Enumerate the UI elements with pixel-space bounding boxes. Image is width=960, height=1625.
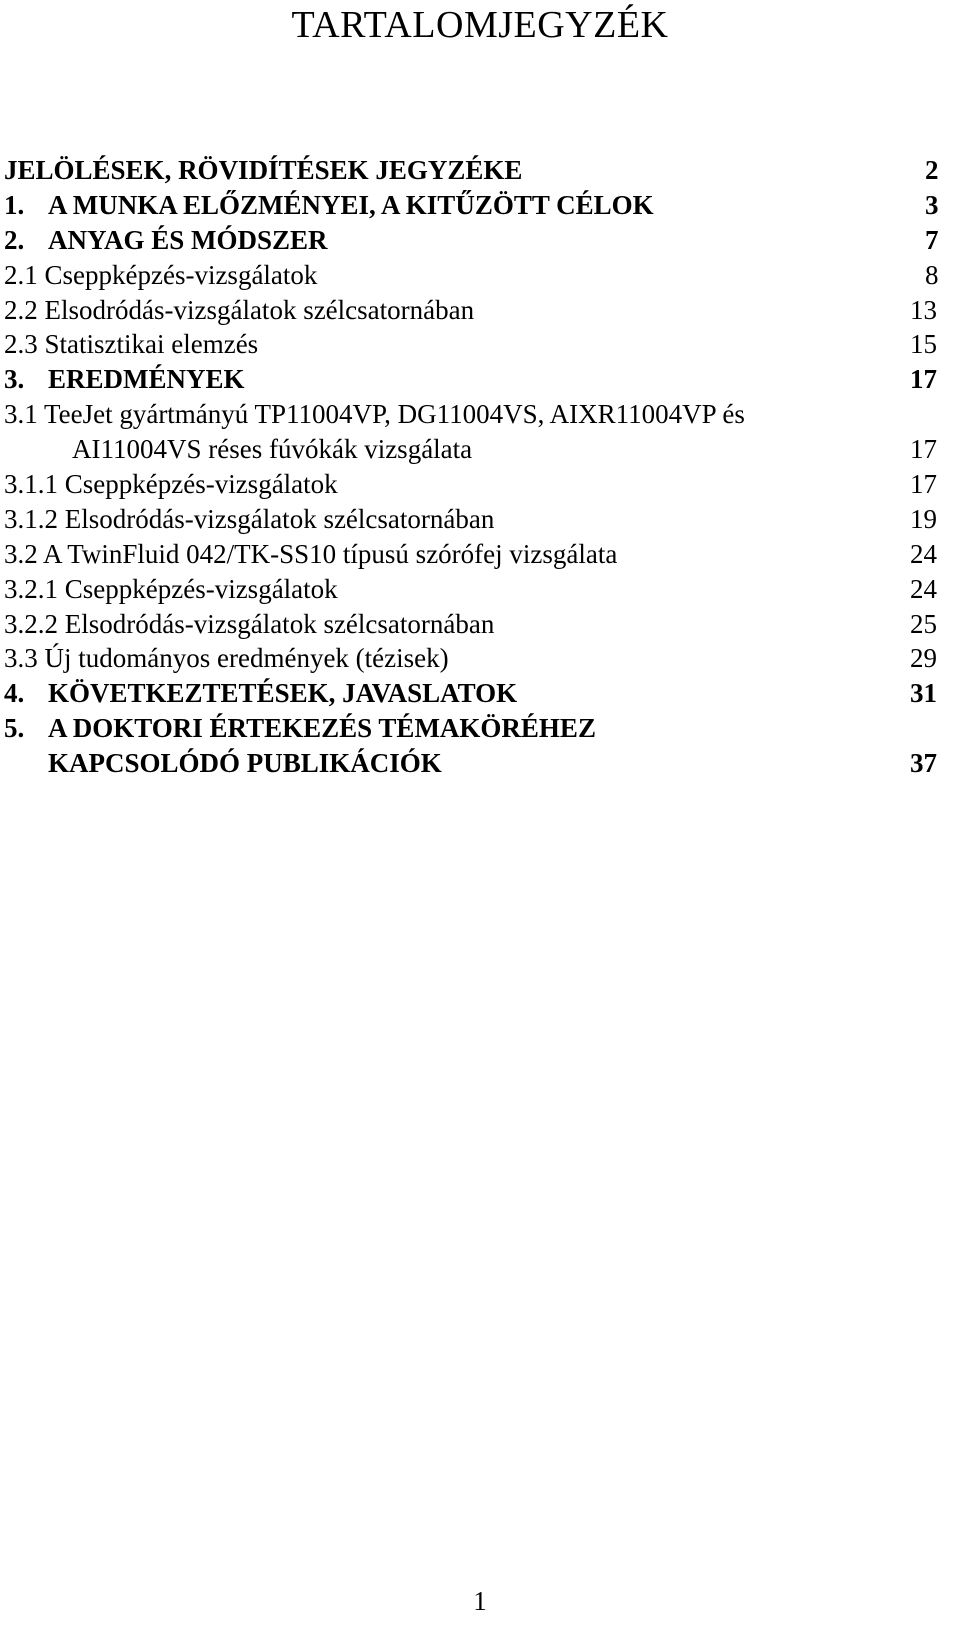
table-of-contents [0, 153, 960, 781]
toc-entry-text: 3.2 A TwinFluid 042/TK-SS10 típusú szórófej vizsgálata [4, 538, 618, 569]
toc-entry-section-3-2 [0, 537, 960, 572]
toc-entry-section-2-2 [0, 293, 960, 328]
toc-entry-page: 25 [910, 608, 937, 639]
toc-entry-section-2-1 [0, 258, 960, 293]
toc-entry-text: 3.3 Új tudományos eredmények (tézisek) [4, 643, 449, 674]
toc-entry-page: 13 [910, 294, 937, 325]
toc-entry-page: 15 [910, 329, 937, 360]
toc-entry-chapter-1 [0, 188, 960, 223]
toc-entry-number: 4. [4, 678, 25, 709]
toc-entry-text: 2.2 Elsodródás-vizsgálatok szélcsatornában [4, 294, 475, 325]
toc-entry-text: AI11004VS réses fúvókák vizsgálata [72, 434, 473, 465]
toc-entry-page: 17 [910, 364, 937, 395]
page-number: 1 [473, 1586, 487, 1616]
toc-entry-page: 24 [910, 538, 937, 569]
toc-entry-page: 31 [910, 678, 937, 709]
toc-entry-page: 3 [925, 189, 939, 220]
toc-entry-section-3-2-2 [0, 607, 960, 642]
toc-entry-text: EREDMÉNYEK [48, 364, 245, 395]
toc-entry-text: 3.2.2 Elsodródás-vizsgálatok szélcsatornában [4, 608, 495, 639]
toc-entry-abbreviations [0, 153, 960, 188]
toc-entry-page: 17 [910, 434, 937, 465]
toc-entry-text: 2.3 Statisztikai elemzés [4, 329, 259, 360]
toc-entry-text: KÖVETKEZTETÉSEK, JAVASLATOK [48, 678, 518, 709]
toc-entry-section-3-2-1 [0, 572, 960, 607]
toc-entry-page: 29 [910, 643, 937, 674]
toc-entry-chapter-5-cont [0, 746, 960, 781]
toc-entry-text: 3.1.1 Cseppképzés-vizsgálatok [4, 469, 338, 500]
toc-entry-chapter-5 [0, 711, 960, 746]
toc-entry-number: 3. [4, 364, 25, 395]
toc-entry-text: 3.1.2 Elsodródás-vizsgálatok szélcsatornában [4, 503, 495, 534]
page-title: TARTALOMJEGYZÉK [291, 4, 669, 46]
toc-entry-text: 2.1 Cseppképzés-vizsgálatok [4, 259, 318, 290]
toc-entry-section-3-3 [0, 641, 960, 676]
toc-entry-section-3-1-cont [0, 432, 960, 467]
toc-entry-number: 2. [4, 224, 25, 255]
toc-entry-number: 5. [4, 713, 25, 744]
toc-entry-page: 7 [925, 224, 939, 255]
toc-entry-page: 2 [925, 155, 939, 185]
toc-entry-text: A DOKTORI ÉRTEKEZÉS TÉMAKÖRÉHEZ [48, 713, 596, 744]
toc-entry-page: 17 [910, 469, 937, 500]
toc-entry-text: ANYAG ÉS MÓDSZER [48, 224, 328, 255]
toc-entry-section-3-1-2 [0, 502, 960, 537]
toc-entry-page: 24 [910, 573, 937, 604]
toc-entry-page: 19 [910, 503, 937, 534]
toc-entry-page: 37 [910, 748, 937, 779]
toc-entry-number: 1. [4, 189, 25, 220]
toc-entry-text: JELÖLÉSEK, RÖVIDÍTÉSEK JEGYZÉKE [4, 155, 523, 185]
toc-entry-page: 8 [925, 259, 939, 290]
toc-entry-text: KAPCSOLÓDÓ PUBLIKÁCIÓK [48, 748, 442, 779]
toc-entry-chapter-4 [0, 676, 960, 711]
toc-entry-section-2-3 [0, 327, 960, 362]
toc-entry-section-3-1-1 [0, 467, 960, 502]
toc-entry-chapter-2 [0, 223, 960, 258]
toc-entry-text: 3.2.1 Cseppképzés-vizsgálatok [4, 573, 338, 604]
toc-entry-text: A MUNKA ELŐZMÉNYEI, A KITŰZÖTT CÉLOK [48, 189, 654, 220]
toc-entry-text: 3.1 TeeJet gyártmányú TP11004VP, DG11004VS, AIXR11004VP és [4, 399, 745, 430]
toc-entry-chapter-3 [0, 362, 960, 397]
toc-entry-section-3-1 [0, 397, 960, 432]
